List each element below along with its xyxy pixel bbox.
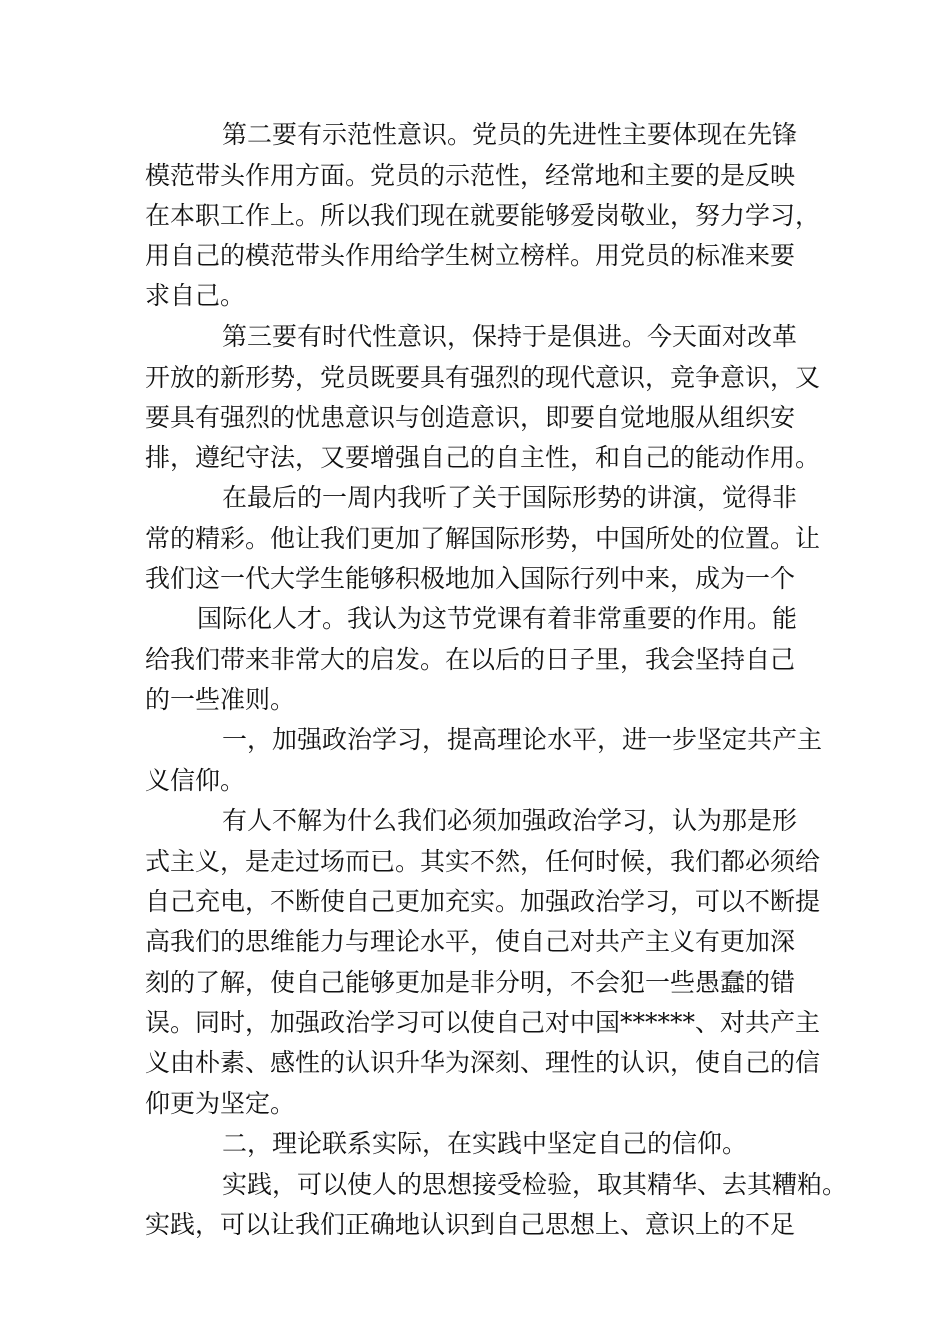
text-line: 仰更为坚定。 [145, 1089, 296, 1118]
text-line: 要具有强烈的忧患意识与创造意识，即要自觉地服从组织安 [145, 403, 796, 432]
text-line: 二，理论联系实际，在实践中坚定自己的信仰。 [222, 1129, 748, 1158]
text-line: 国际化人才。我认为这节党课有着非常重要的作用。能 [197, 604, 798, 633]
text-line: 式主义，是走过场而已。其实不然，任何时候，我们都必须给 [145, 847, 821, 876]
text-line: 我们这一代大学生能够积极地加入国际行列中来，成为一个 [145, 564, 796, 593]
text-line: 用自己的模范带头作用给学生树立榜样。用党员的标准来要 [145, 241, 796, 270]
text-line: 给我们带来非常大的启发。在以后的日子里，我会坚持自己 [145, 645, 796, 674]
text-line: 开放的新形势，党员既要具有强烈的现代意识，竞争意识，又 [145, 363, 821, 392]
text-line: 实践，可以让我们正确地认识到自己思想上、意识上的不足 [145, 1210, 796, 1239]
text-line: 排，遵纪守法，又要增强自己的自主性，和自己的能动作用。 [145, 443, 821, 472]
text-line: 一，加强政治学习，提高理论水平，进一步坚定共产主 [222, 725, 823, 754]
text-line: 第三要有时代性意识，保持于是俱进。今天面对改革 [222, 322, 798, 351]
text-line: 模范带头作用方面。党员的示范性，经常地和主要的是反映 [145, 161, 796, 190]
text-line: 在本职工作上。所以我们现在就要能够爱岗敬业，努力学习， [145, 201, 821, 230]
text-line: 的一些准则。 [145, 685, 296, 714]
text-line: 误。同时，加强政治学习可以使自己对中国******、对共产主 [145, 1008, 821, 1037]
text-line: 自己充电，不断使自己更加充实。加强政治学习，可以不断提 [145, 887, 821, 916]
text-line: 高我们的思维能力与理论水平，使自己对共产主义有更加深 [145, 927, 796, 956]
text-line: 第二要有示范性意识。党员的先进性主要体现在先锋 [222, 120, 798, 149]
text-line: 求自己。 [145, 281, 246, 310]
text-line: 刻的了解，使自己能够更加是非分明，不会犯一些愚蠢的错 [145, 968, 796, 997]
text-line: 义信仰。 [145, 766, 246, 795]
text-line: 有人不解为什么我们必须加强政治学习，认为那是形 [222, 806, 798, 835]
text-line: 义由朴素、感性的认识升华为深刻、理性的认识，使自己的信 [145, 1048, 821, 1077]
text-line: 在最后的一周内我听了关于国际形势的讲演，觉得非 [222, 483, 798, 512]
text-line: 实践，可以使人的思想接受检验，取其精华、去其糟粕。 [222, 1170, 848, 1199]
text-line: 常的精彩。他让我们更加了解国际形势，中国所处的位置。让 [145, 524, 821, 553]
